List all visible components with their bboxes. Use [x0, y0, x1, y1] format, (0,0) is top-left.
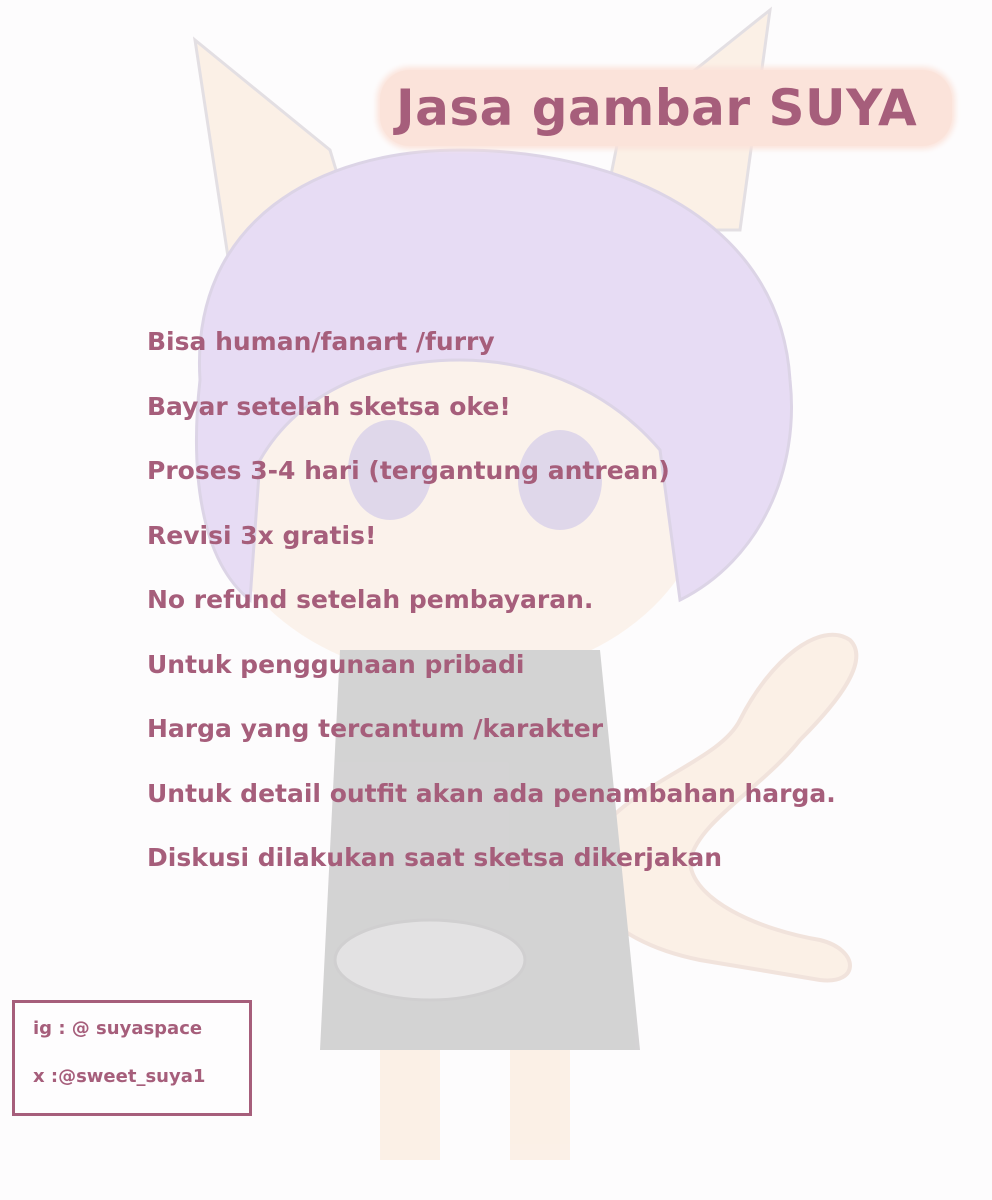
left-leg-shape [380, 1050, 440, 1160]
page-title: Jasa gambar SUYA [396, 79, 918, 137]
term-item: Untuk detail outfit akan ada penambahan harga. [147, 778, 836, 808]
term-item: Bayar setelah sketsa oke! [147, 391, 511, 421]
term-item: Untuk penggunaan pribadi [147, 649, 525, 679]
term-item: Revisi 3x gratis! [147, 520, 377, 550]
term-item: Bisa human/fanart /furry [147, 327, 495, 356]
right-leg-shape [510, 1050, 570, 1160]
term-item: Proses 3-4 hari (tergantung antrean) [147, 456, 670, 485]
term-item: Harga yang tercantum /karakter [147, 714, 604, 743]
term-item: Diskusi dilakukan saat sketsa dikerjakan [147, 843, 723, 872]
term-item: No refund setelah pembayaran. [147, 585, 594, 614]
basket-shape [335, 920, 525, 1000]
x-handle: x :@sweet_suya1 [33, 1066, 206, 1087]
instagram-handle: ig : @ suyaspace [33, 1018, 203, 1039]
terms-list [147, 313, 836, 894]
